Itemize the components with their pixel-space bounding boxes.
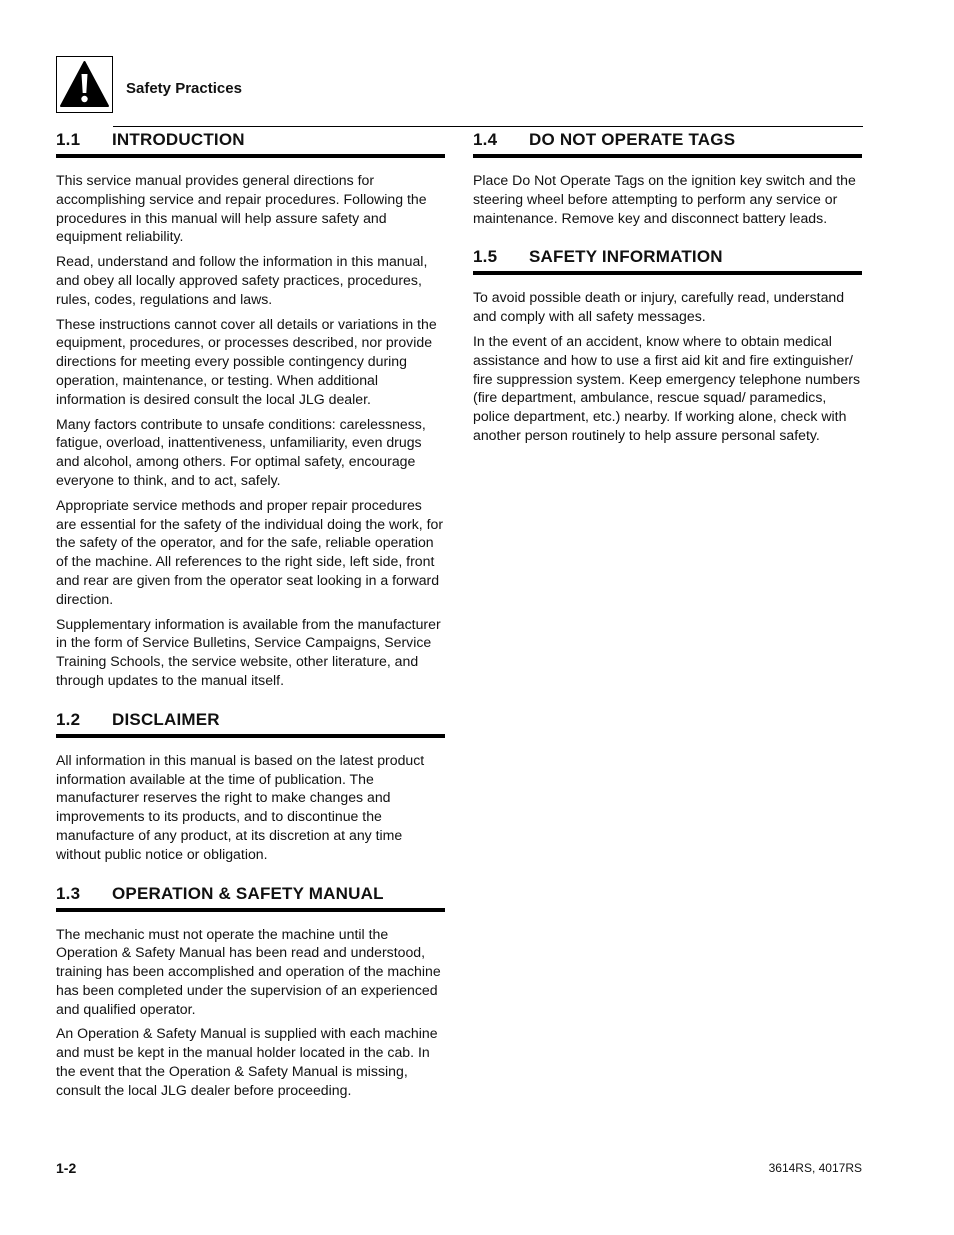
paragraph: In the event of an accident, know where to obtain medical assistance and how to use a first aid kit and fire extinguisher/ fire suppression system. Keep emergency telephone numbers (fire department, ambulance, rescue squad/ paramedics, police department, etc.) nearby. If working alone, check with another person routinely to help assure personal safety. [473,332,861,443]
paragraph: These instructions cannot cover all details or variations in the equipment, procedures, or processes described, nor provide directions for meeting every possible contingency during operation, maintenance, or testing. When additional information is desired consult the local JLG dealer. [56,315,437,407]
section-title: OPERATION & SAFETY MANUAL [112,883,384,903]
page-number: 1-2 [56,1160,77,1176]
page-header-title: Safety Practices [126,80,242,97]
header-divider [113,126,863,127]
right-column [473,130,862,451]
paragraph: The mechanic must not operate the machine until the Operation & Safety Manual has been read and understood, training has been accomplished and operation of the machine has been completed under the supervision of an experienced and qualified operator. [56,925,441,1017]
section-heading-operation-safety-manual [56,884,445,912]
section-title: DO NOT OPERATE TAGS [529,130,736,149]
section-number: 1.2 [56,709,81,729]
paragraph: Many factors contribute to unsafe conditions: carelessness, fatigue, overload, inattentiveness, unfamiliarity, even drugs and alcohol, among others. For optimal safety, encourage everyone to think, and to act, safely. [56,415,426,488]
section-title: INTRODUCTION [112,130,245,149]
warning-triangle-icon [56,56,113,113]
paragraph: This service manual provides general directions for accomplishing service and repair procedures. Following the procedures in this manual will help assure safety and equipment reliability. [56,172,427,245]
section-number: 1.1 [56,130,81,149]
paragraph: An Operation & Safety Manual is supplied with each machine and must be kept in the manual holder located in the cab. In the event that the Operation & Safety Manual is missing, consult the local JLG dealer before proceeding. [56,1025,438,1098]
paragraph: Supplementary information is available from the manufacturer in the form of Service Bulletins, Service Campaigns, Service Training Schools, the service website, other literature, and through updates to the manual itself. [56,615,441,688]
paragraph: Appropriate service methods and proper repair procedures are essential for the safety of the individual doing the work, for the safety of the operator, and for the safe, reliable operation of the machine. All references to the right side, left side, front and rear are given from the operator seat looking in a forward direction. [56,496,444,607]
section-number: 1.4 [473,130,498,149]
section-number: 1.5 [473,247,498,267]
paragraph: Read, understand and follow the information in this manual, and obey all locally approved safety practices, procedures, rules, codes, regulations and laws. [56,253,428,307]
left-column [56,130,445,1106]
section-heading-safety-information [473,247,862,275]
paragraph: All information in this manual is based on the latest product information available at the time of publication. The manufacturer reserves the right to make changes and improvements to its products, and to discontinue the manufacture of any product, at its discretion at any time without public notice or obligation. [56,751,425,862]
section-title: SAFETY INFORMATION [529,247,723,267]
paragraph: To avoid possible death or injury, carefully read, understand and comply with all safety messages. [473,289,845,325]
section-number: 1.3 [56,883,81,903]
section-heading-do-not-operate-tags [473,130,862,158]
model-numbers: 3614RS, 4017RS [768,1161,862,1175]
section-title: DISCLAIMER [112,709,220,729]
section-heading-disclaimer [56,710,445,738]
paragraph: Place Do Not Operate Tags on the ignition key switch and the steering wheel before attempting to perform any service or maintenance. Remove key and disconnect battery leads. [473,172,856,226]
section-heading-introduction [56,130,445,158]
